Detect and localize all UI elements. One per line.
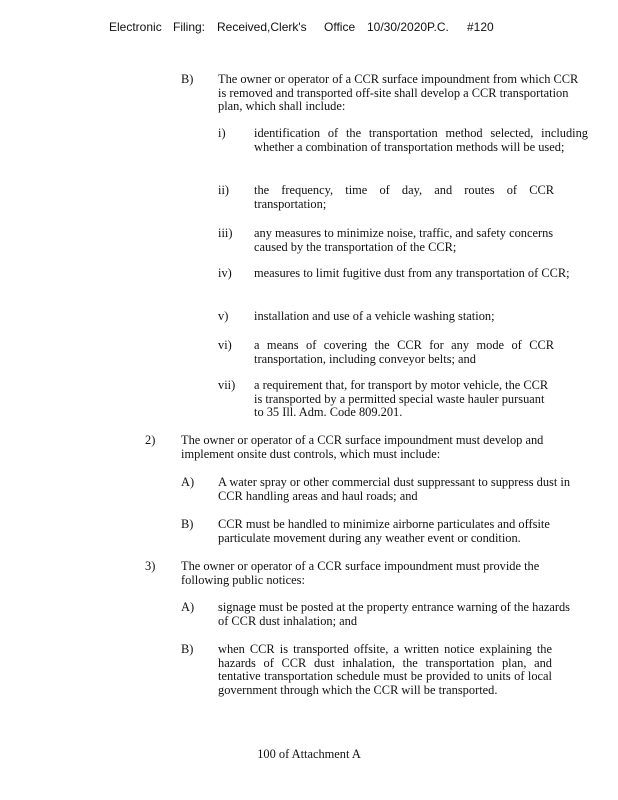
list-item-text: when CCR is transported offsite, a written notice explaining the hazards of CCR dust inhalation, the transportation plan, and tentative transportation schedule must be provided to units of local government through which the CCR will be transported. — [218, 642, 552, 697]
list-item-text: the frequency, time of day, and routes of CCR transportation; — [254, 183, 554, 211]
header-number: #120 — [467, 20, 494, 34]
list-item-label: vi) — [218, 338, 232, 352]
list-item-label: A) — [181, 475, 195, 489]
header-office: Office — [324, 20, 356, 34]
list-item-label: A) — [181, 600, 195, 614]
list-item-text: any measures to minimize noise, traffic, and safety concerns caused by the transportation of the CCR; — [254, 226, 554, 254]
paragraph-label: 2) — [145, 433, 156, 447]
filing-header — [109, 20, 589, 38]
header-received: Received,Clerk's — [217, 20, 307, 34]
list-item-text: installation and use of a vehicle washing station; — [254, 309, 495, 323]
header-date: 10/30/2020P.C. — [367, 20, 449, 34]
list-item-text: a means of covering the CCR for any mode of CCR transportation, including conveyor belts; and — [254, 338, 554, 366]
list-item-text: identification of the transportation method selected, including whether a combination of transportation methods will be used; — [254, 126, 588, 154]
list-item-label: B) — [181, 517, 194, 531]
list-item-text: CCR must be handled to minimize airborne particulates and offsite particulate movement during any weather event or condition. — [218, 517, 550, 545]
paragraph-text: The owner or operator of a CCR surface impoundment from which CCR is removed and transported off-site shall develop a CCR transportation plan, which shall include: — [218, 72, 579, 114]
list-item-text: signage must be posted at the property entrance warning of the hazards of CCR dust inhalation; and — [218, 600, 570, 628]
paragraph-label: 3) — [145, 559, 156, 573]
list-item-label: i) — [218, 126, 226, 140]
paragraph-text: The owner or operator of a CCR surface impoundment must develop and implement onsite dust controls, which must include: — [181, 433, 544, 461]
list-item-label: vii) — [218, 378, 236, 392]
page-footer: 100 of Attachment A — [257, 747, 361, 761]
header-filing: Filing: — [173, 20, 206, 34]
list-item-label: iv) — [218, 266, 232, 280]
list-item-text: measures to limit fugitive dust from any transportation of CCR; — [254, 266, 570, 280]
paragraph-text: The owner or operator of a CCR surface impoundment must provide the following public notices: — [181, 559, 540, 587]
header-electronic: Electronic — [109, 20, 162, 34]
list-item-text: a requirement that, for transport by motor vehicle, the CCR is transported by a permitted special waste hauler pursuant to 35 Ill. Adm. Code 809.201. — [254, 378, 549, 420]
list-item-label: v) — [218, 309, 229, 323]
list-item-label: iii) — [218, 226, 233, 240]
list-item-label: B) — [181, 642, 194, 656]
list-item-label: ii) — [218, 183, 230, 197]
paragraph-label: B) — [181, 72, 194, 86]
list-item-text: A water spray or other commercial dust suppressant to suppress dust in CCR handling areas and haul roads; and — [218, 475, 571, 503]
